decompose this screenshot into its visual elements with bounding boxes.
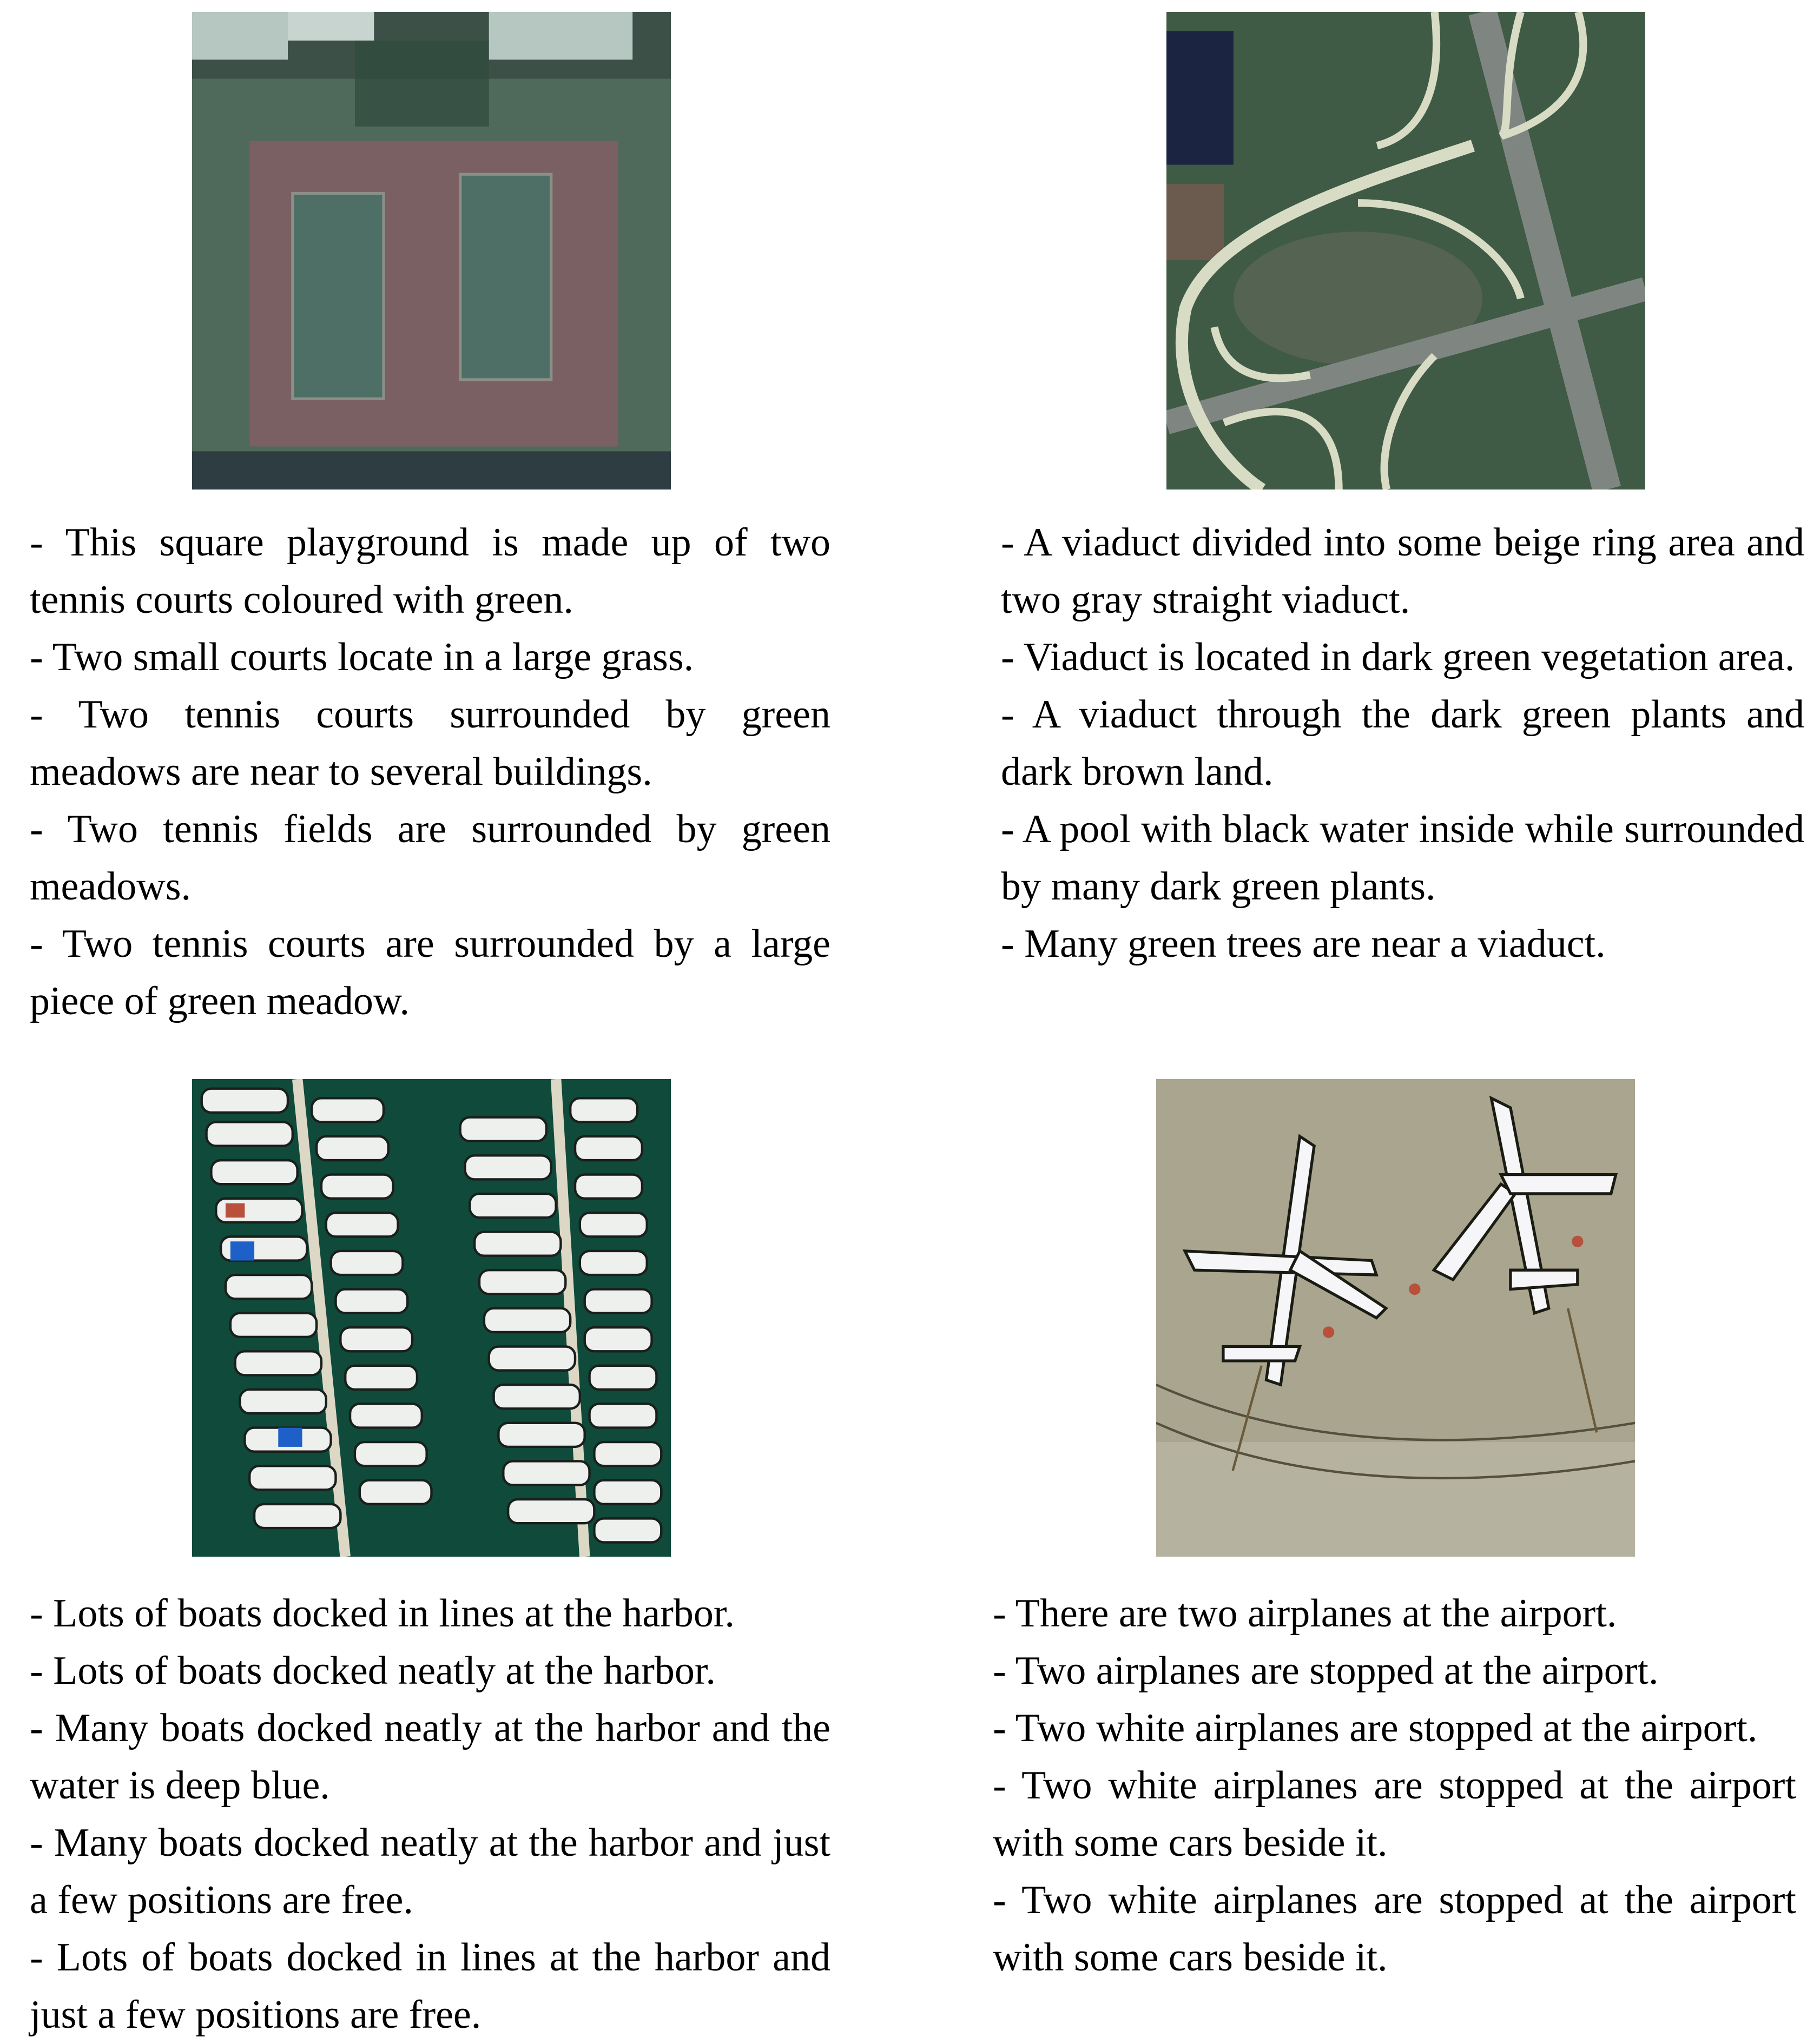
harbor-caption-list: [30, 1585, 830, 2043]
airport-caption-list: [993, 1585, 1796, 1986]
caption-item: - Lots of boats docked in lines at the harbor.: [30, 1591, 735, 1636]
airport-graphic: [1156, 1079, 1635, 1557]
tennis-caption-list: [30, 514, 830, 1030]
caption-item: - Two white airplanes are stopped at the airport with some cars beside it.: [993, 1878, 1796, 1980]
caption-item: - Two tennis courts are surrounded by a large piece of green meadow.: [30, 922, 830, 1023]
harbor-image: [192, 1079, 671, 1557]
caption-item: - A viaduct divided into some beige ring area and two gray straight viaduct.: [1001, 520, 1804, 622]
caption-item: - Two small courts locate in a large grass.: [30, 635, 694, 679]
caption-item: - Viaduct is located in dark green vegetation area.: [1001, 635, 1795, 679]
viaduct-graphic: [1166, 12, 1645, 489]
caption-item: - Two airplanes are stopped at the airport.: [993, 1649, 1659, 1693]
tennis-court-image: [192, 12, 671, 489]
harbor-graphic: [192, 1079, 671, 1557]
viaduct-caption-list: [1001, 514, 1804, 973]
caption-item: - Lots of boats docked neatly at the harbor.: [30, 1649, 716, 1693]
airport-image: [1156, 1079, 1635, 1557]
caption-item: - Many boats docked neatly at the harbor and just a few positions are free.: [30, 1821, 830, 1922]
caption-item: - Many green trees are near a viaduct.: [1001, 922, 1606, 966]
caption-item: - A viaduct through the dark green plants and dark brown land.: [1001, 692, 1804, 794]
caption-item: - Two tennis fields are surrounded by green meadows.: [30, 807, 830, 909]
caption-item: - There are two airplanes at the airport.: [993, 1591, 1617, 1636]
caption-item: - Many boats docked neatly at the harbor and the water is deep blue.: [30, 1706, 830, 1808]
caption-item: - Two tennis courts surrounded by green meadows are near to several buildings.: [30, 692, 830, 794]
caption-item: - A pool with black water inside while surrounded by many dark green plants.: [1001, 807, 1804, 909]
caption-item: - Two white airplanes are stopped at the airport with some cars beside it.: [993, 1763, 1796, 1865]
caption-item: - Two white airplanes are stopped at the airport.: [993, 1706, 1758, 1750]
caption-item: - Lots of boats docked in lines at the harbor and just a few positions are free.: [30, 1935, 830, 2037]
viaduct-image: [1166, 12, 1645, 489]
caption-item: - This square playground is made up of two tennis courts coloured with green.: [30, 520, 830, 622]
tennis-court-graphic: [192, 12, 671, 489]
